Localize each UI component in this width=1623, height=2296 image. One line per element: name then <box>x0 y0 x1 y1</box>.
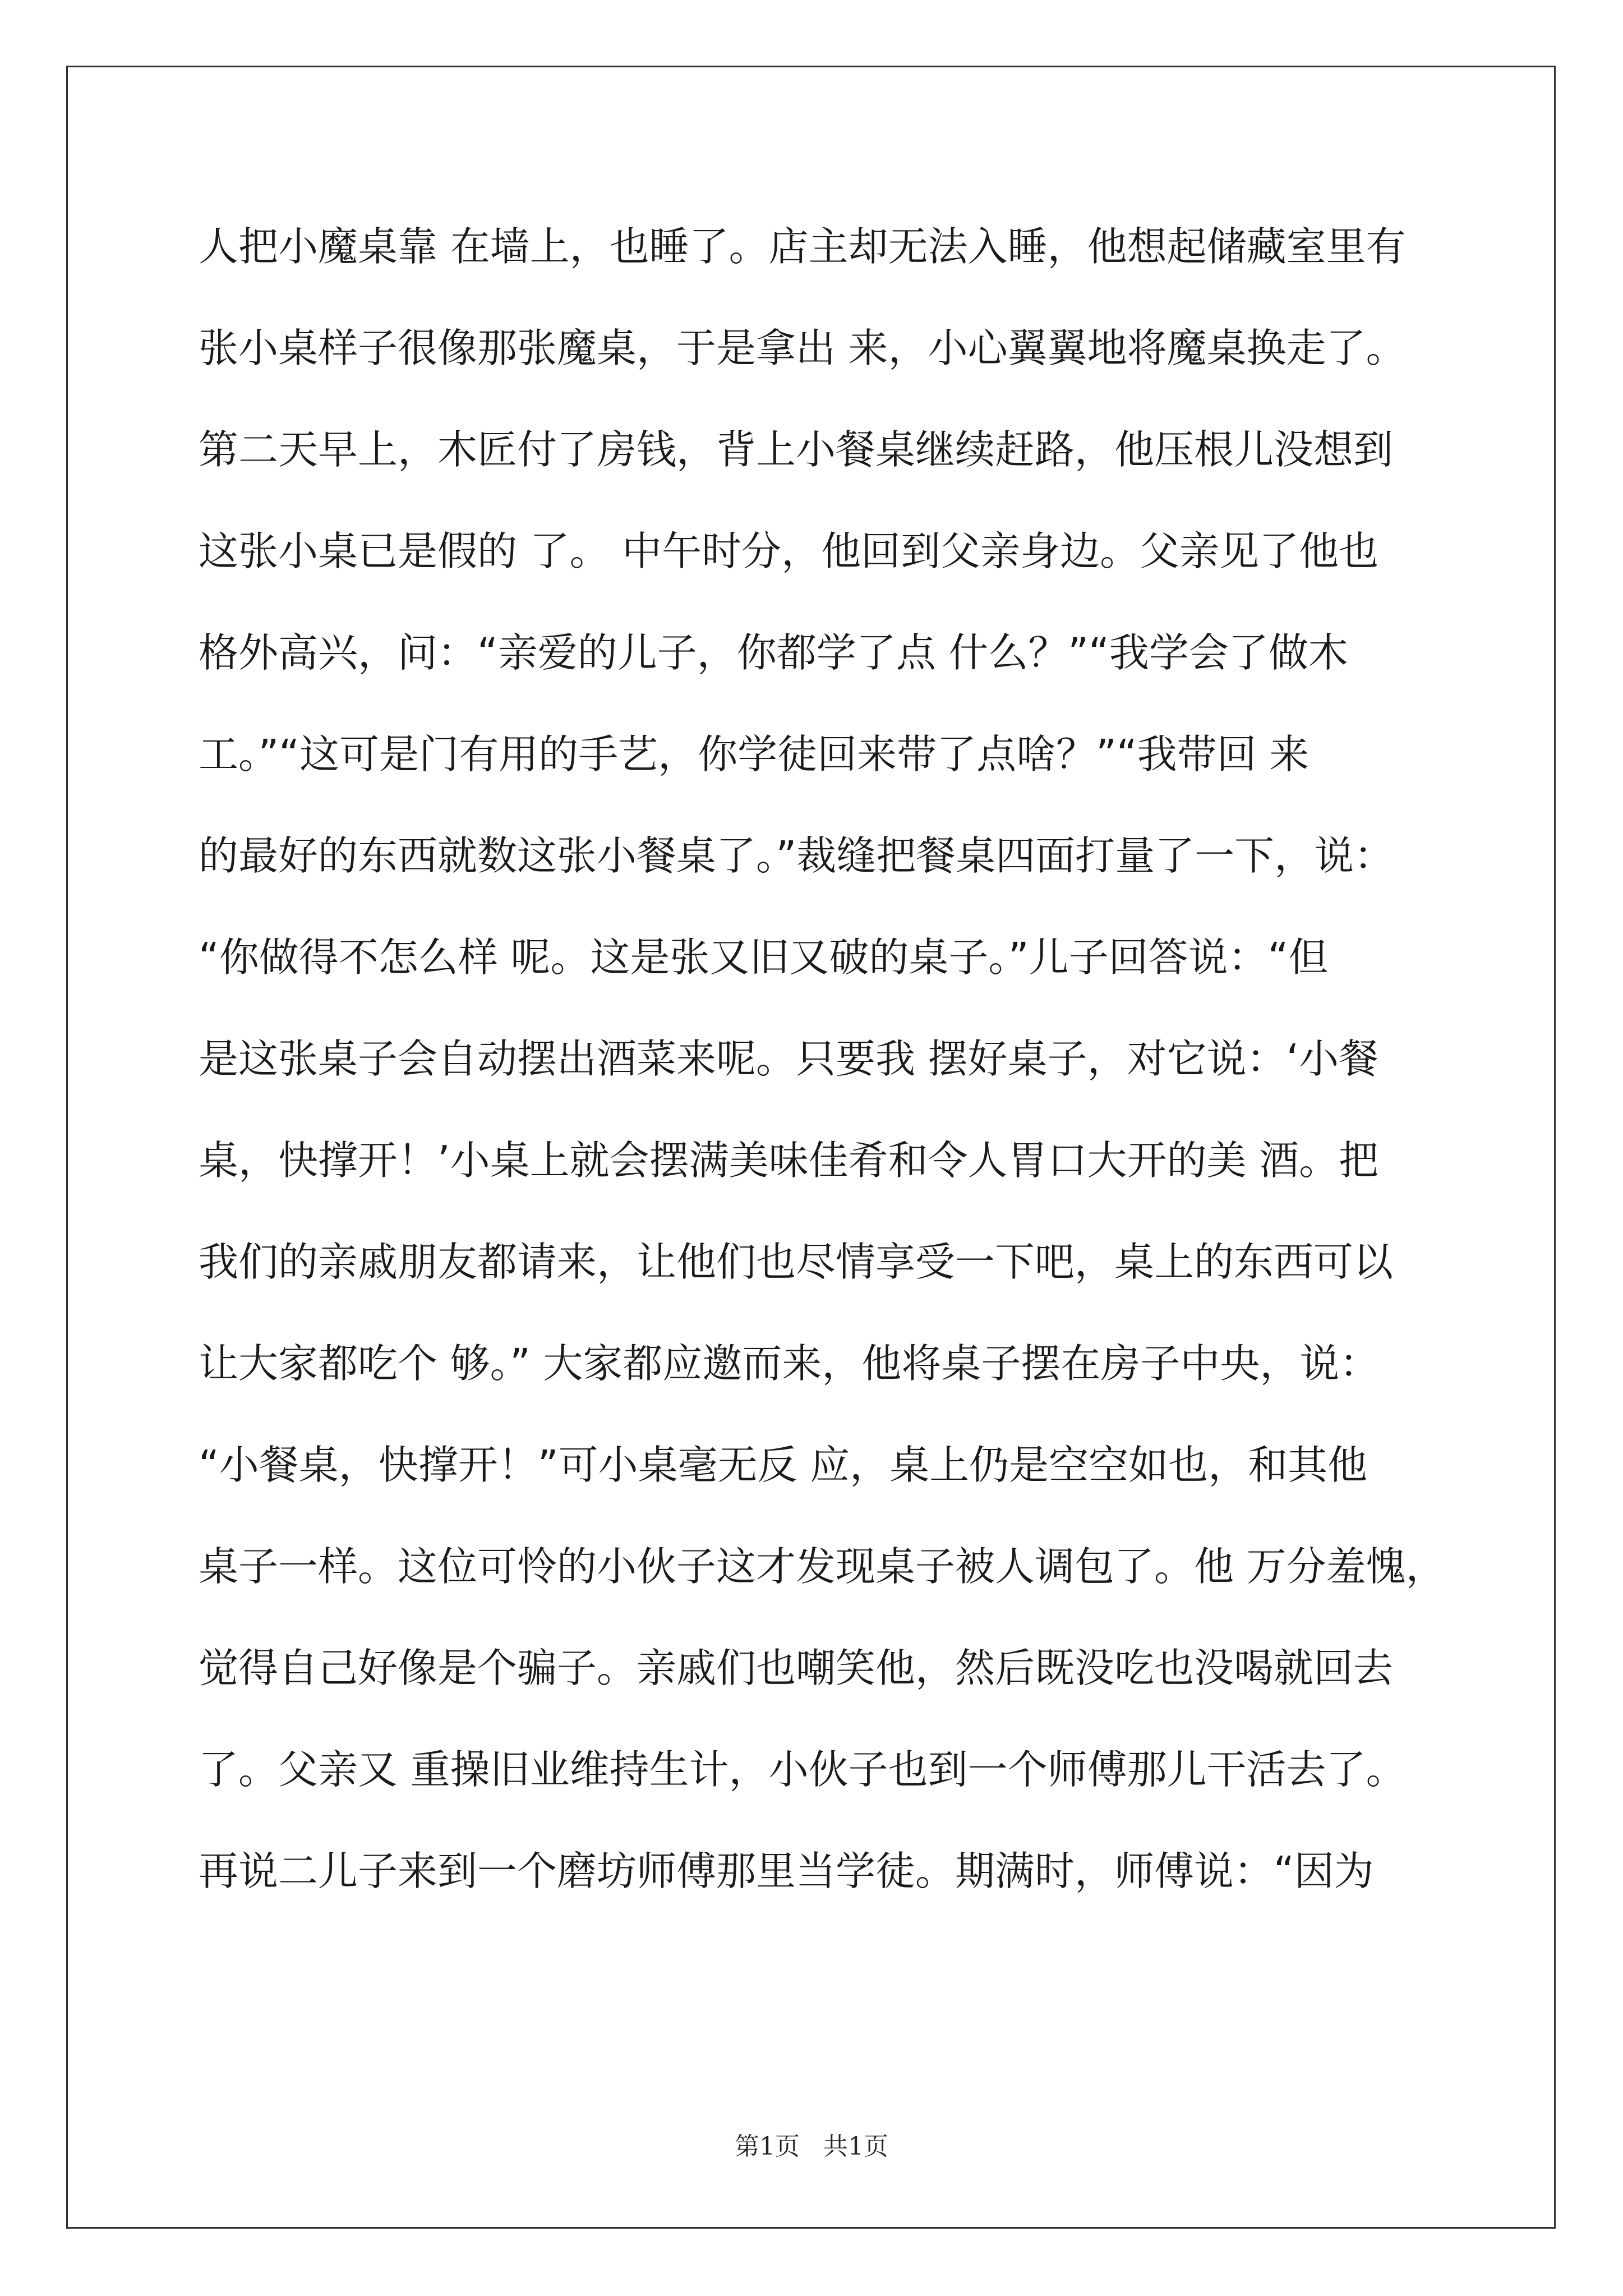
text-line: 让大家都吃个 够。” 大家都应邀而来，他将桌子摆在房子中央，说： <box>199 1340 1380 1387</box>
text-line: “你做得不怎么样 呢。这是张又旧又破的桌子。”儿子回答说：“但 <box>199 934 1329 981</box>
text-line: 的最好的东西就数这张小餐桌了。”裁缝把餐桌四面打量了一下，说： <box>199 832 1394 879</box>
text-line: 格外高兴，问：“亲爱的儿子，你都学了点 什么？”“我学会了做木 <box>199 629 1348 676</box>
text-line: 了。父亲又 重操旧业维持生计，小伙子也到一个师傅那儿干活去了。 <box>199 1746 1406 1793</box>
text-line: 桌，快撑开！’小桌上就会摆满美味佳肴和令人胃口大开的美 酒。把 <box>199 1137 1379 1184</box>
text-line: 桌子一样。这位可怜的小伙子这才发现桌子被人调包了。他 万分羞愧， <box>199 1543 1446 1590</box>
text-line: 张小桌样子很像那张魔桌，于是拿出 来，小心翼翼地将魔桌换走了。 <box>199 325 1406 371</box>
text-line: “小餐桌，快撑开！”可小桌毫无反 应，桌上仍是空空如也，和其他 <box>199 1442 1368 1488</box>
text-line: 再说二儿子来到一个磨坊师傅那里当学徒。期满时，师傅说：“因为 <box>199 1848 1374 1894</box>
text-line: 我们的亲戚朋友都请来，让他们也尽情享受一下吧，桌上的东西可以 <box>199 1239 1394 1285</box>
text-line: 是这张桌子会自动摆出酒菜来呢。只要我 摆好桌子，对它说：‘小餐 <box>199 1036 1379 1082</box>
text-line: 人把小魔桌靠 在墙上，也睡了。店主却无法入睡，他想起储藏室里有 <box>199 223 1406 270</box>
text-line: 工。”“这可是门有用的手艺，你学徒回来带了点啥？”“我带回 来 <box>199 731 1310 777</box>
text-line: 这张小桌已是假的 了。 中午时分，他回到父亲身边。父亲见了他也 <box>199 528 1379 574</box>
text-line: 第二天早上，木匠付了房钱，背上小餐桌继续赶路，他压根儿没想到 <box>199 426 1394 473</box>
text-line: 觉得自己好像是个骗子。亲戚们也嘲笑他，然后既没吃也没喝就回去 <box>199 1645 1394 1691</box>
page-number-footer: 第1页 共1页 <box>735 2132 888 2161</box>
